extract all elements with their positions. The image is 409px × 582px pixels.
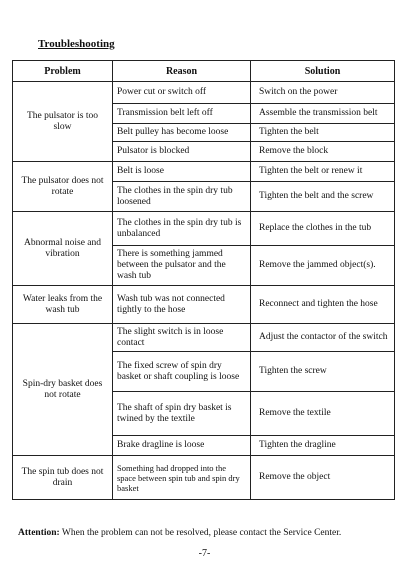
- reason-cell: The slight switch is in loose contact: [113, 324, 251, 352]
- problem-cell: Water leaks from the wash tub: [13, 286, 113, 324]
- reason-cell: Belt pulley has become loose: [113, 124, 251, 142]
- table-row: [13, 212, 395, 246]
- solution-cell: Adjust the contactor of the switch: [251, 324, 395, 352]
- problem-cell: The pulsator does not rotate: [13, 162, 113, 212]
- attention-label: Attention:: [18, 528, 60, 538]
- reason-cell: Pulsator is blocked: [113, 142, 251, 162]
- table-row: [13, 324, 395, 352]
- solution-cell: Remove the textile: [251, 392, 395, 436]
- reason-cell: Transmission belt left off: [113, 104, 251, 124]
- page-heading: Troubleshooting: [38, 38, 115, 50]
- solution-cell: Tighten the belt: [251, 124, 395, 142]
- troubleshooting-table: [12, 60, 395, 500]
- solution-cell: Remove the object: [251, 456, 395, 500]
- problem-cell: The spin tub does not drain: [13, 456, 113, 500]
- header-solution: Solution: [251, 61, 395, 82]
- solution-cell: Tighten the belt and the screw: [251, 182, 395, 212]
- solution-cell: Switch on the power: [251, 82, 395, 104]
- table-row: [13, 456, 395, 500]
- reason-cell: Power cut or switch off: [113, 82, 251, 104]
- reason-cell: The fixed screw of spin dry basket or shaft coupling is loose: [113, 352, 251, 392]
- page-number: -7-: [198, 548, 211, 559]
- solution-cell: Tighten the belt or renew it: [251, 162, 395, 182]
- reason-cell: The clothes in the spin dry tub is unbalanced: [113, 212, 251, 246]
- table-header-row: [13, 61, 395, 82]
- reason-cell: There is something jammed between the pulsator and the wash tub: [113, 246, 251, 286]
- solution-cell: Tighten the dragline: [251, 436, 395, 456]
- attention-note: [18, 528, 341, 538]
- reason-cell: Something had dropped into the space between spin tub and spin dry basket: [113, 456, 251, 500]
- table-row: [13, 162, 395, 182]
- table-row: [13, 286, 395, 324]
- reason-cell: The clothes in the spin dry tub loosened: [113, 182, 251, 212]
- reason-cell: Belt is loose: [113, 162, 251, 182]
- header-problem: Problem: [13, 61, 113, 82]
- problem-cell: The pulsator is too slow: [13, 82, 113, 162]
- solution-cell: Reconnect and tighten the hose: [251, 286, 395, 324]
- table-row: [13, 82, 395, 104]
- reason-cell: Brake dragline is loose: [113, 436, 251, 456]
- solution-cell: Tighten the screw: [251, 352, 395, 392]
- solution-cell: Remove the block: [251, 142, 395, 162]
- reason-cell: Wash tub was not connected tightly to the hose: [113, 286, 251, 324]
- attention-text: When the problem can not be resolved, please contact the Service Center.: [59, 528, 342, 538]
- solution-cell: Assemble the transmission belt: [251, 104, 395, 124]
- problem-cell: Abnormal noise and vibration: [13, 212, 113, 286]
- solution-cell: Remove the jammed object(s).: [251, 246, 395, 286]
- problem-cell: Spin-dry basket does not rotate: [13, 324, 113, 456]
- header-reason: Reason: [113, 61, 251, 82]
- solution-cell: Replace the clothes in the tub: [251, 212, 395, 246]
- reason-cell: The shaft of spin dry basket is twined by the textile: [113, 392, 251, 436]
